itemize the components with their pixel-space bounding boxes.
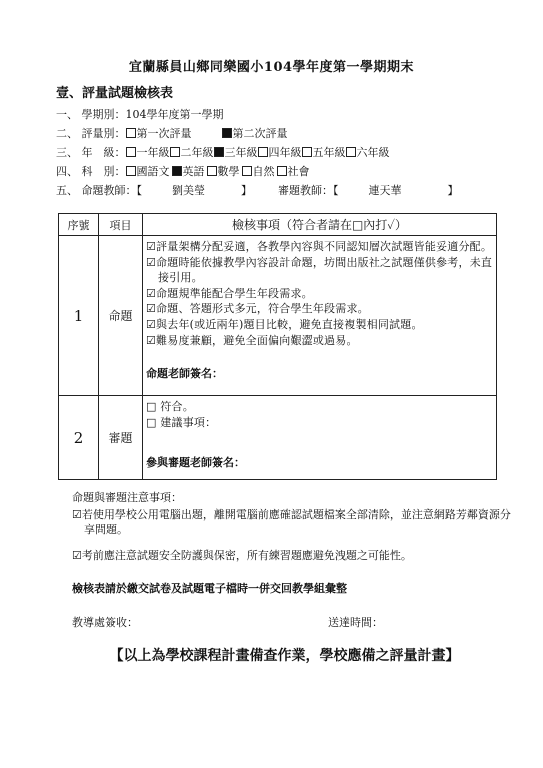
col-header-items: 檢核事項（符合者請在□內打✓） (143, 214, 497, 236)
subject-line (56, 163, 312, 179)
option[interactable] (172, 165, 205, 178)
option-label: 六年級 (356, 146, 390, 159)
row-category: 命題 (99, 236, 143, 396)
option-label: 三年級 (224, 146, 258, 159)
teacher-line (56, 182, 459, 198)
option[interactable] (126, 127, 192, 140)
table-row (59, 396, 497, 480)
option[interactable] (126, 146, 170, 159)
option-label: 數學 (217, 165, 240, 178)
col-header-category: 項目 (99, 214, 143, 236)
eval-label: 二、 評量別： (56, 127, 126, 140)
option[interactable] (242, 165, 275, 178)
checkbox-icon[interactable] (126, 147, 136, 157)
option[interactable] (302, 146, 346, 159)
checkbox-icon[interactable] (126, 166, 136, 176)
check-item[interactable]: □ 建議事項： (146, 415, 217, 429)
option-label: 五年級 (312, 146, 346, 159)
check-item[interactable]: ☑評量架構分配妥適，各教學內容與不同認知層次試題皆能妥適分配。 (146, 240, 493, 253)
option-label: 一年級 (136, 146, 170, 159)
check-item[interactable]: ☑命題時能依據教學內容設計命題，坊間出版社之試題僅供參考，未直接引用。 (146, 255, 493, 285)
checkbox-icon[interactable] (242, 166, 252, 176)
check-item[interactable]: □ 符合。 (146, 400, 194, 413)
option-label: 四年級 (268, 146, 302, 159)
check-item[interactable]: ☑命題、答題形式多元，符合學生年段需求。 (146, 302, 369, 316)
footer-note: 【以上為學校課程計畫備查作業，學校應備之評量計畫】 (109, 648, 460, 664)
option-label: 社會 (287, 165, 310, 178)
signature-label: 命題老師簽名： (146, 367, 223, 381)
check-item[interactable]: ☑難易度兼顧，避免全面偏向艱澀或過易。 (146, 333, 358, 347)
checkbox-icon[interactable] (170, 147, 180, 157)
notes-title: 命題與審題注意事項： (72, 491, 182, 504)
teacher-name: 劉美瑩 (172, 184, 205, 197)
checkbox-icon[interactable] (207, 166, 217, 176)
option[interactable] (170, 146, 214, 159)
note-item: ☑若使用學校公用電腦出題，離開電腦前應確認試題檔案全部清除，並注意網路芳鄰資源分享問題。 (72, 508, 511, 536)
option[interactable] (214, 146, 258, 159)
grade-line (56, 144, 390, 160)
option[interactable] (258, 146, 302, 159)
row-number: 2 (59, 396, 99, 480)
subject-options (126, 165, 312, 178)
checked-box-icon[interactable] (222, 128, 232, 138)
option[interactable] (346, 146, 390, 159)
option-label: 英語 (182, 165, 205, 178)
option-label: 第一次評量 (136, 127, 192, 140)
option[interactable] (222, 127, 288, 140)
row-number: 1 (59, 236, 99, 396)
sent-time-label: 送達時間： (328, 616, 383, 629)
document-title: 宜蘭縣員山鄉同樂國小104學年度第一學期期末 (128, 60, 415, 75)
teacher-label: 五、 命題教師：【 (56, 184, 142, 197)
received-label: 教導處簽收： (72, 616, 138, 629)
submit-instruction: 檢核表請於繳交試卷及試題電子檔時一併交回教學組彙整 (72, 582, 347, 595)
section-heading: 壹、評量試題檢核表 (56, 86, 174, 101)
option[interactable] (207, 165, 240, 178)
option-label: 國語文 (136, 165, 170, 178)
option-label: 第二次評量 (232, 127, 288, 140)
checkbox-icon[interactable] (277, 166, 287, 176)
checkbox-icon[interactable] (302, 147, 312, 157)
check-item[interactable]: ☑命題規準能配合學生年段需求。 (146, 286, 313, 300)
grade-options (126, 146, 390, 159)
term-line (56, 106, 224, 122)
checkbox-icon[interactable] (126, 128, 136, 138)
option-label: 二年級 (180, 146, 214, 159)
reviewer-bracket-close: 】 (447, 184, 459, 197)
check-item[interactable]: ☑與去年(或近兩年)題目比較，避免直接複製相同試題。 (146, 317, 423, 331)
checkbox-icon[interactable] (346, 147, 356, 157)
row-category: 審題 (99, 396, 143, 480)
row-items (143, 236, 497, 396)
col-header-number: 序號 (59, 214, 99, 236)
table-row (59, 236, 497, 396)
grade-label: 三、 年 級： (56, 146, 126, 159)
option[interactable] (277, 165, 310, 178)
checkbox-icon[interactable] (258, 147, 268, 157)
reviewer-name: 連天華 (368, 184, 402, 197)
eval-options (126, 127, 318, 140)
signature-label: 參與審題老師簽名： (146, 456, 245, 470)
row-items (143, 396, 497, 480)
reviewer-label: 審題教師：【 (278, 184, 339, 197)
checklist-table (58, 213, 497, 480)
term-label: 一、 學期別： (56, 108, 126, 121)
checked-box-icon[interactable] (214, 147, 224, 157)
subject-label: 四、 科 別： (56, 165, 126, 178)
checked-box-icon[interactable] (172, 166, 182, 176)
option[interactable] (126, 165, 170, 178)
note-item: ☑考前應注意試題安全防護與保密，所有練習題應避免洩題之可能性。 (72, 549, 412, 562)
option-label: 自然 (252, 165, 275, 178)
term-value: 104學年度第一學期 (125, 108, 224, 121)
eval-line (56, 125, 318, 141)
teacher-bracket-close: 】 (241, 184, 252, 197)
table-header-row (59, 214, 497, 236)
